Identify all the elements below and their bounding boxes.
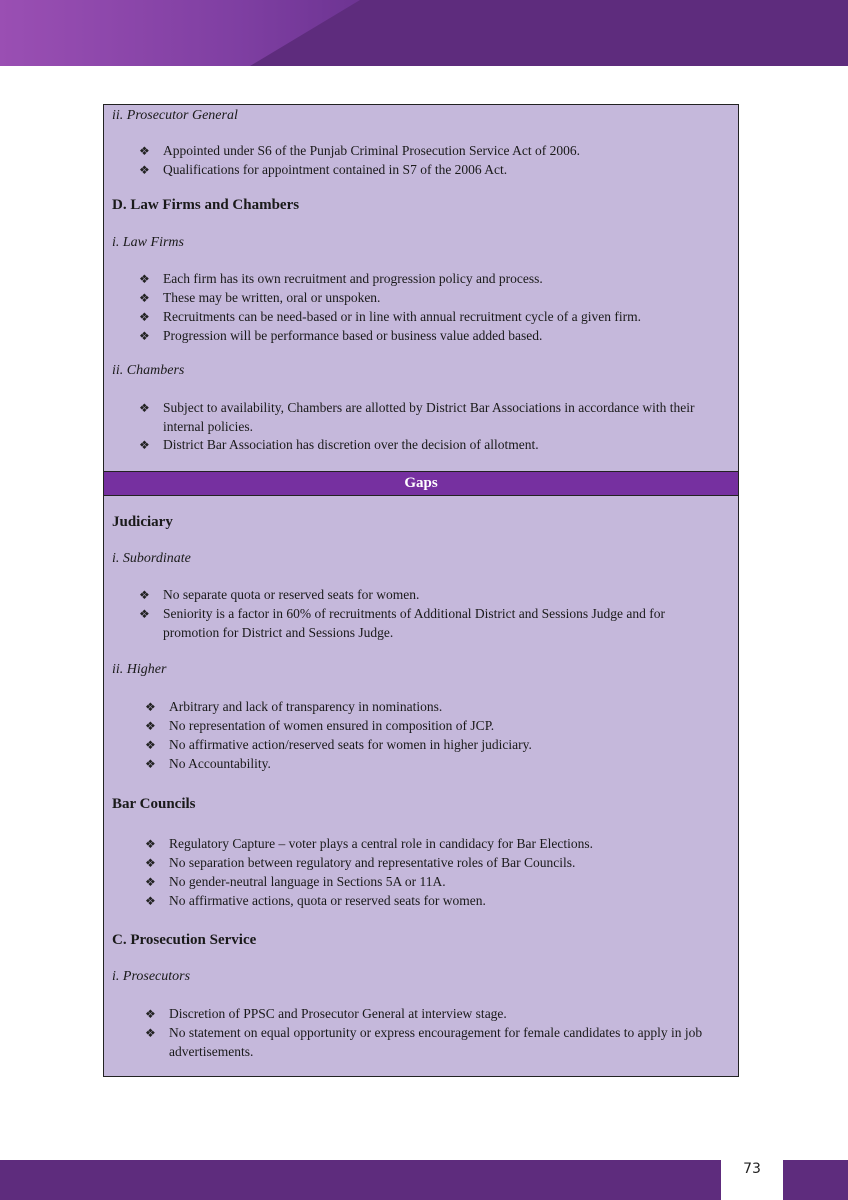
bullet-item: ❖ No representation of women ensured in composition of JCP. bbox=[169, 717, 719, 736]
bullet-item: ❖ No Accountability. bbox=[169, 755, 719, 774]
bullet-icon: ❖ bbox=[139, 588, 150, 602]
judiciary-heading: Judiciary bbox=[112, 514, 173, 530]
bullet-item: ❖ No affirmative actions, quota or reserved seats for women. bbox=[169, 892, 719, 911]
bullet-item: ❖ These may be written, oral or unspoken. bbox=[163, 289, 723, 308]
bullet-item: ❖ No gender-neutral language in Sections 5A or 11A. bbox=[169, 873, 719, 892]
bullet-icon: ❖ bbox=[145, 719, 156, 733]
bullet-icon: ❖ bbox=[139, 329, 150, 343]
bullet-item: ❖ Subject to availability, Chambers are allotted by District Bar Associations in accordance with their internal policies. bbox=[139, 400, 695, 434]
bar-councils-heading: Bar Councils bbox=[112, 796, 196, 812]
processes-section bbox=[104, 105, 738, 471]
bullet-icon: ❖ bbox=[139, 607, 150, 621]
footer-band-left bbox=[0, 1160, 721, 1200]
bullet-icon: ❖ bbox=[139, 401, 150, 415]
bullet-icon: ❖ bbox=[145, 1007, 156, 1021]
bullet-icon: ❖ bbox=[145, 757, 156, 771]
prosecution-heading: C. Prosecution Service bbox=[112, 932, 257, 948]
higher-title: ii. Higher bbox=[112, 662, 167, 677]
content-box bbox=[103, 104, 739, 1077]
bullet-icon: ❖ bbox=[139, 310, 150, 324]
bullet-item: ❖ No separation between regulatory and representative roles of Bar Councils. bbox=[169, 854, 719, 873]
bullet-icon: ❖ bbox=[145, 837, 156, 851]
bullet-icon: ❖ bbox=[139, 272, 150, 286]
bullet-item: ❖ District Bar Association has discretion over the decision of allotment. bbox=[163, 436, 723, 455]
bullet-icon: ❖ bbox=[145, 700, 156, 714]
bullet-icon: ❖ bbox=[139, 438, 150, 452]
footer-band-right bbox=[783, 1160, 848, 1200]
bullet-icon: ❖ bbox=[139, 291, 150, 305]
bullet-item: ❖ Regulatory Capture – voter plays a central role in candidacy for Bar Elections. bbox=[169, 835, 719, 854]
bullet-item: ❖ Discretion of PPSC and Prosecutor General at interview stage. bbox=[169, 1005, 719, 1024]
bullet-item: ❖ Appointed under S6 of the Punjab Criminal Prosecution Service Act of 2006. bbox=[163, 142, 723, 161]
bullet-item: ❖ Recruitments can be need-based or in line with annual recruitment cycle of a given firm. bbox=[163, 308, 733, 327]
bullet-item: ❖ Arbitrary and lack of transparency in nominations. bbox=[169, 698, 719, 717]
bullet-item: ❖ No separate quota or reserved seats for women. bbox=[163, 586, 723, 605]
page-number: 73 bbox=[743, 1161, 761, 1177]
bullet-icon: ❖ bbox=[145, 875, 156, 889]
bullet-item: ❖ Each firm has its own recruitment and progression policy and process. bbox=[163, 270, 723, 289]
bullet-icon: ❖ bbox=[145, 738, 156, 752]
law-firms-title: i. Law Firms bbox=[112, 235, 184, 250]
prosecutor-general-title: ii. Prosecutor General bbox=[112, 108, 238, 123]
subordinate-title: i. Subordinate bbox=[112, 551, 191, 566]
prosecutors-title: i. Prosecutors bbox=[112, 969, 191, 984]
header-band bbox=[0, 0, 848, 66]
header-band-highlight bbox=[0, 0, 848, 66]
bullet-icon: ❖ bbox=[139, 163, 150, 177]
bullet-item: ❖ Progression will be performance based or business value added based. bbox=[163, 327, 723, 346]
bullet-icon: ❖ bbox=[145, 1026, 156, 1040]
bullet-icon: ❖ bbox=[145, 856, 156, 870]
bullet-item: ❖ No statement on equal opportunity or express encouragement for female candidates to apply in job advertisements. bbox=[145, 1025, 703, 1059]
chambers-title: ii. Chambers bbox=[112, 363, 185, 378]
bullet-item: ❖ Seniority is a factor in 60% of recruitments of Additional District and Sessions Judge and for promotion for District and Sessions Judge. bbox=[139, 606, 666, 640]
bullet-icon: ❖ bbox=[145, 894, 156, 908]
bullet-icon: ❖ bbox=[139, 144, 150, 158]
gaps-header: Gaps bbox=[104, 471, 738, 496]
bullet-item: ❖ Qualifications for appointment contained in S7 of the 2006 Act. bbox=[163, 161, 723, 180]
bullet-item: ❖ No affirmative action/reserved seats for women in higher judiciary. bbox=[169, 736, 719, 755]
law-firms-heading: D. Law Firms and Chambers bbox=[112, 197, 300, 213]
